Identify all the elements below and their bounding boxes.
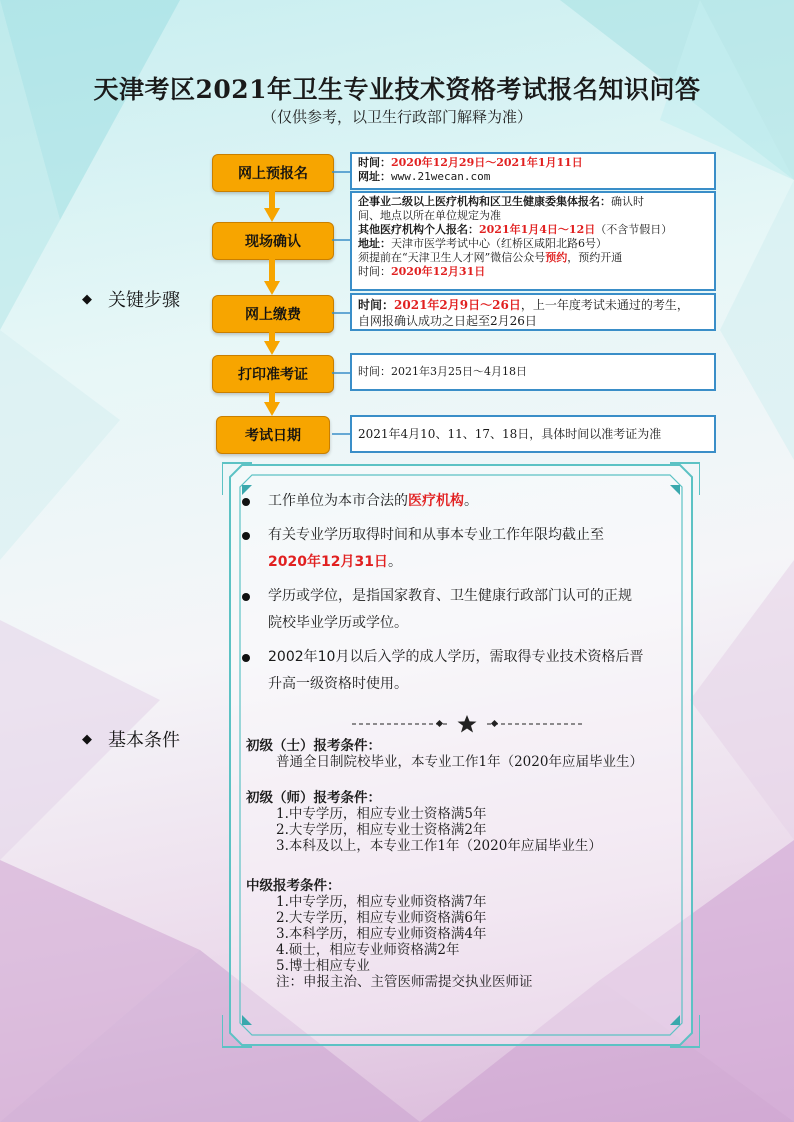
down-arrow-icon (264, 190, 280, 222)
requirements-mid-level: 中级报考条件： 1.中专学历，相应专业师资格满7年 2.大专学历，相应专业师资格满6年 3.本科学历，相应专业师资格满4年 4.硕士，相应专业师资格满2年 5.博士相应专业 注：申报主治、主管医师需提交执业医师证 (246, 878, 533, 990)
section-key-steps (82, 286, 180, 312)
down-arrow-icon (264, 391, 280, 416)
page-title: 天津考区2021年卫生专业技术资格考试报名知识问答 (93, 75, 701, 104)
down-arrow-icon (264, 331, 280, 355)
list-item: 工作单位为本市合法的医疗机构。 (242, 488, 692, 515)
step-onsite-confirmation: 现场确认 (212, 222, 334, 260)
list-item: 2002年10月以后入学的成人学历，需取得专业技术资格后晋 升高一级资格时使用。 (242, 644, 692, 698)
section-label-text: 基本条件 (108, 730, 180, 751)
preregistration-time: 2020年12月29日～2021年1月11日 (391, 156, 583, 169)
bullet-dot-icon (242, 498, 250, 506)
page-subtitle: （仅供参考，以卫生行政部门解释为准） (261, 108, 532, 126)
bullet-dot-icon (242, 593, 250, 601)
info-preregistration: 时间：2020年12月29日～2021年1月11日 网址：www.21wecan.com (350, 152, 716, 190)
info-online-payment: 时间：2021年2月9日～26日，上一年度考试未通过的考生， 自网报确认成功之日起至2月26日 (350, 293, 716, 331)
section-basic-conditions (82, 726, 180, 752)
conditions-bullets (242, 488, 692, 705)
step-print-admission-ticket: 打印准考证 (212, 355, 334, 393)
info-print-ticket: 时间：2021年3月25日～4月18日 (350, 353, 716, 391)
requirements-junior-nurse: 初级（士）报考条件： 普通全日制院校毕业，本专业工作1年（2020年应届毕业生） (246, 738, 643, 770)
bullet-dot-icon (242, 654, 250, 662)
diamond-bullet-icon: ◆ (82, 291, 92, 307)
info-exam-date: 2021年4月10、11、17、18日，具体时间以准考证为准 (350, 415, 716, 453)
star-divider-icon (352, 714, 582, 734)
requirements-junior-doctor: 初级（师）报考条件： 1.中专学历，相应专业士资格满5年 2.大专学历，相应专业士资格满2年 3.本科及以上，本专业工作1年（2020年应届毕业生） (246, 790, 602, 854)
step-online-preregistration: 网上预报名 (212, 154, 334, 192)
section-label-text: 关键步骤 (108, 290, 180, 311)
connector-lines (332, 150, 352, 450)
step-online-payment: 网上缴费 (212, 295, 334, 333)
website-url: www.21wecan.com (391, 170, 491, 183)
bullet-dot-icon (242, 532, 250, 540)
list-item: 学历或学位，是指国家教育、卫生健康行政部门认可的正规 院校毕业学历或学位。 (242, 583, 692, 637)
down-arrow-icon (264, 258, 280, 295)
info-onsite-confirmation: 企事业二级以上医疗机构和区卫生健康委集体报名：确认时 间、地点以所在单位规定为准 其他医疗机构个人报名：2021年1月4日～12日（不含节假日） 地址：天津市医学考试中心（红桥区咸阳北路6号） 须提前在“天津卫生人才网”微信公众号预约，预约开通 时间：2020年12月31日 (350, 191, 716, 291)
diamond-bullet-icon: ◆ (82, 731, 92, 747)
step-exam-date: 考试日期 (216, 416, 330, 454)
list-item: 有关专业学历取得时间和从事本专业工作年限均截止至 2020年12月31日。 (242, 522, 692, 576)
